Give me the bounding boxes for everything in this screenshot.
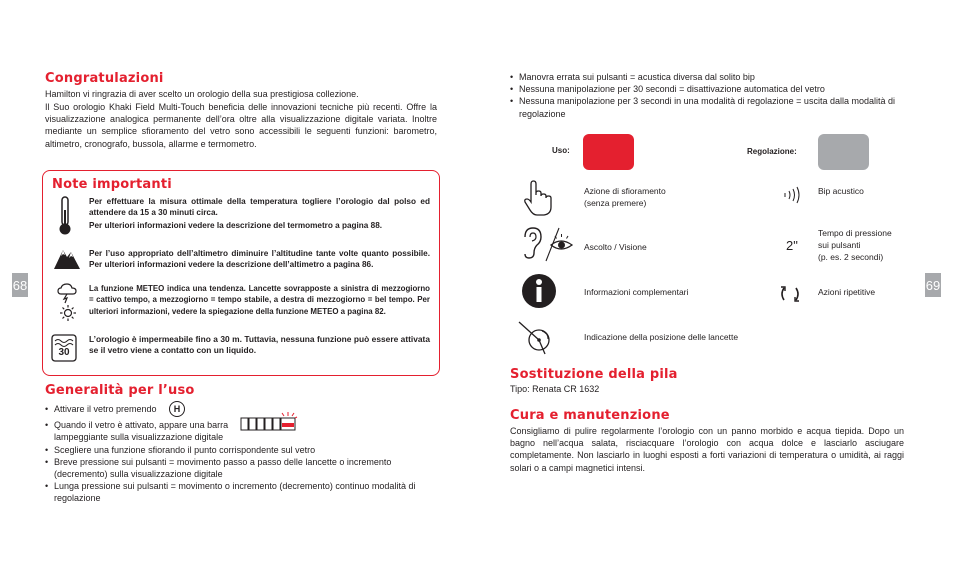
beep-icon <box>783 186 803 204</box>
congratulazioni-heading: Congratulazioni <box>45 71 164 86</box>
repeat-arrows-icon <box>777 285 803 303</box>
finger-touch-icon <box>521 179 555 217</box>
note-meteo: La funzione METEO indica una tendenza. Lancette sovrapposte a sinistra di mezzogiorno = cattivo tempo, a mezzogiorno = tempo stabile, a destra di mezzogiorno = bel tempo. Per ulteriori informazioni, vedere la spiegazione della funzione METEO a pagina 82. <box>89 284 430 316</box>
legend-azione: Azione di sfioramento (senza premere) <box>584 186 666 209</box>
note-altimeter: Per l’uso appropriato dell’altimetro diminuire l’altitudine tante volte quanto possibile. Per ulteriori informazioni vedere la descrizione dell’altimetro a pagina 86. <box>89 249 430 270</box>
legend-ascolto: Ascolto / Visione <box>584 242 647 252</box>
uso-color-swatch <box>583 134 634 170</box>
ear-eye-icon <box>519 225 575 265</box>
list-item: • Quando il vetro è attivato, appare una barra lampeggiante sulla visualizzazione digitale <box>45 419 425 443</box>
thermometer-icon <box>57 196 73 236</box>
list-item: • Lunga pressione sui pulsanti = movimento o incremento (decremento) continuo modalità di regolazione <box>45 480 425 504</box>
note-temperature: Per effettuare la misura ottimale della temperatura togliere l’orologio dal polso ed attendere da 15 a 30 minuti circa. <box>89 197 430 218</box>
list-item: • Breve pressione sui pulsanti = movimento passo a passo delle lancette o incremento (decremento) sulla visualizzazione digitale <box>45 456 425 480</box>
legend-azioni: Azioni ripetitive <box>818 287 876 297</box>
h-button-icon: H <box>169 401 185 417</box>
two-seconds-icon: 2" <box>786 238 798 253</box>
mountain-icon <box>53 244 81 270</box>
digital-display-icon <box>240 411 300 435</box>
right-bullets <box>510 71 900 120</box>
legend-bip: Bip acustico <box>818 186 864 196</box>
note-temperature-ref: Per ulteriori informazioni vedere la descrizione del termometro a pagina 88. <box>89 221 383 230</box>
sostituzione-heading: Sostituzione della pila <box>510 367 678 382</box>
weather-icon <box>55 282 81 322</box>
list-item: • Manovra errata sui pulsanti = acustica diversa dal solito bip <box>510 71 900 83</box>
regolazione-color-swatch <box>818 134 869 170</box>
generalita-list <box>45 403 425 505</box>
info-icon <box>521 273 557 309</box>
list-item: • Nessuna manipolazione per 30 secondi = disattivazione automatica del vetro <box>510 83 900 95</box>
list-item: • Scegliere una funzione sfiorando il punto corrispondente sul vetro <box>45 444 425 456</box>
congratulazioni-intro: Hamilton vi ringrazia di aver scelto un orologio della sua prestigiosa collezione. <box>45 89 359 99</box>
battery-type: Tipo: Renata CR 1632 <box>510 384 600 394</box>
hands-position-icon <box>515 318 555 356</box>
legend-indicazione: Indicazione della posizione delle lancette <box>584 332 739 342</box>
cura-paragraph: Consigliamo di pulire regolarmente l’orologio con un panno morbido e acqua tiepida. Dopo un bagno nell’acqua salata, risciacquare l’orologio con acqua dolce e lasciarlo asciugare completamente. Non lasciarlo in luoghi esposti a forti variazioni di temperatura o umidità, ai raggi solari o a campi magnetici intensi. <box>510 426 904 473</box>
list-item: • Attivare il vetro premendo <box>45 403 425 415</box>
water-resistance-label: 30 <box>58 347 70 358</box>
page-number-left: 68 <box>12 273 28 297</box>
congratulazioni-paragraph: Il Suo orologio Khaki Field Multi-Touch beneficia delle innovazioni tecniche più recenti. Offre la visualizzazione analogica permanente dell’ora oltre alla visualizzazione digitale variata. Inoltre mediante un semplice sfioramento del vetro sono accessibili le seguenti funzioni: barometro, altimetro, cronografo, bussola, allarme e termometro. <box>45 102 437 149</box>
uso-label: Uso: <box>552 146 570 155</box>
legend-informazioni: Informazioni complementari <box>584 287 689 297</box>
list-item: • Nessuna manipolazione per 3 secondi in una modalità di regolazione = uscita dalla modalità di regolazione <box>510 95 900 119</box>
generalita-heading: Generalità per l’uso <box>45 383 195 398</box>
note-importanti-heading: Note importanti <box>52 177 172 192</box>
cura-heading: Cura e manutenzione <box>510 408 670 423</box>
note-water: L’orologio è impermeabile fino a 30 m. Tuttavia, nessuna funzione può essere attivata se il vetro viene a contatto con un liquido. <box>89 334 430 356</box>
legend-tempo: Tempo di pressione sui pulsanti (p. es. 2 secondi) <box>818 228 892 262</box>
regolazione-label: Regolazione: <box>747 147 797 156</box>
page-number-right: 69 <box>925 273 941 297</box>
